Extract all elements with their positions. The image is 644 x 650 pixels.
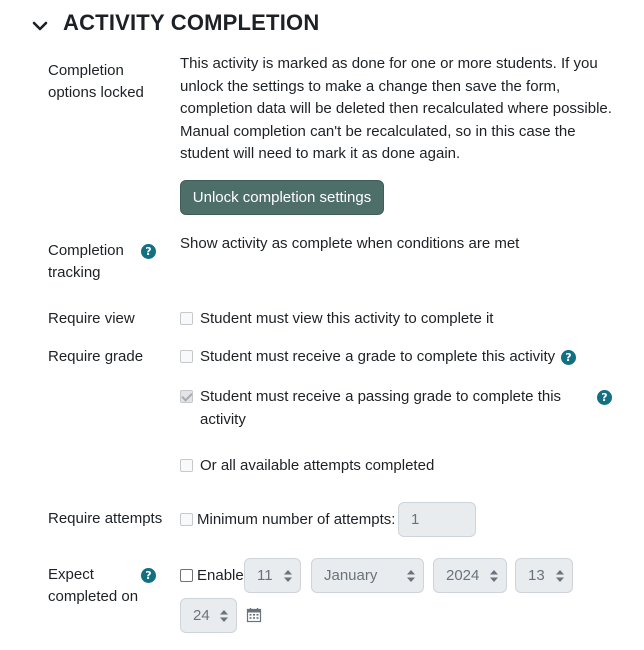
require-attempts-checkbox-label: Minimum number of attempts: [197,511,396,528]
require-attempts-label: Require attempts [48,510,163,527]
tracking-label-line1: Completion [48,242,124,259]
all-attempts-label: Or all available attempts completed [200,457,435,474]
day-select[interactable] [244,558,301,593]
select-arrows-icon [490,570,498,582]
question-circle-icon[interactable]: ? [141,568,156,583]
day-select-value: 11 [257,567,273,584]
all-attempts-checkbox[interactable] [180,459,193,472]
require-view-checkbox-label: Student must view this activity to complete it [200,310,494,327]
section-title[interactable]: ACTIVITY COMPLETION [63,10,320,35]
receive-grade-label: Student must receive a grade to complete this activity [200,348,556,365]
expect-completed-label-line2: completed on [48,588,139,605]
require-view-label: Require view [48,310,135,327]
chevron-down-icon[interactable] [30,16,50,36]
enable-date-checkbox[interactable] [180,569,193,582]
minute-select[interactable] [180,598,237,633]
locked-label [48,60,144,104]
expect-completed-label [48,564,138,608]
month-select[interactable] [311,558,424,593]
require-view-checkbox[interactable] [180,312,193,325]
locked-label-line1: Completion [48,62,124,79]
unlock-completion-button[interactable]: Unlock completion settings [180,180,384,215]
passing-grade-checkbox[interactable] [180,390,193,403]
tracking-value: Show activity as complete when conditions are met [180,235,520,252]
question-circle-icon[interactable]: ? [561,350,576,365]
receive-grade-checkbox[interactable] [180,350,193,363]
passing-grade-label-line2: activity [200,410,246,428]
hour-select-value: 13 [528,567,545,584]
year-select-value: 2024 [446,567,480,584]
month-select-value: January [324,567,378,584]
passing-grade-label [200,386,561,431]
passing-grade-label-line1: Student must receive a passing grade to complete this [200,388,562,405]
expect-completed-label-line1: Expect [48,566,94,583]
select-arrows-icon [407,570,415,582]
tracking-label [48,240,124,284]
enable-date-label: Enable [197,567,244,584]
require-grade-label: Require grade [48,348,144,365]
locked-label-line2: options locked [48,84,144,101]
calendar-icon[interactable] [246,607,262,623]
tracking-label-line2: tracking [48,264,101,281]
minute-select-value: 24 [193,607,210,624]
select-arrows-icon [284,570,292,582]
year-select[interactable] [433,558,507,593]
question-circle-icon[interactable]: ? [597,390,612,405]
min-attempts-input[interactable]: 1 [398,502,476,537]
hour-select[interactable] [515,558,573,593]
locked-message: This activity is marked as done for one or more students. If you unlock the settings to make a change then save the form, completion data will be deleted then recalculated where possible. Manual completion can't be recalculated, so in this case the student will need to mark it as done again. [180,55,612,162]
select-arrows-icon [220,610,228,622]
require-attempts-checkbox[interactable] [180,513,193,526]
question-circle-icon[interactable]: ? [141,244,156,259]
select-arrows-icon [556,570,564,582]
